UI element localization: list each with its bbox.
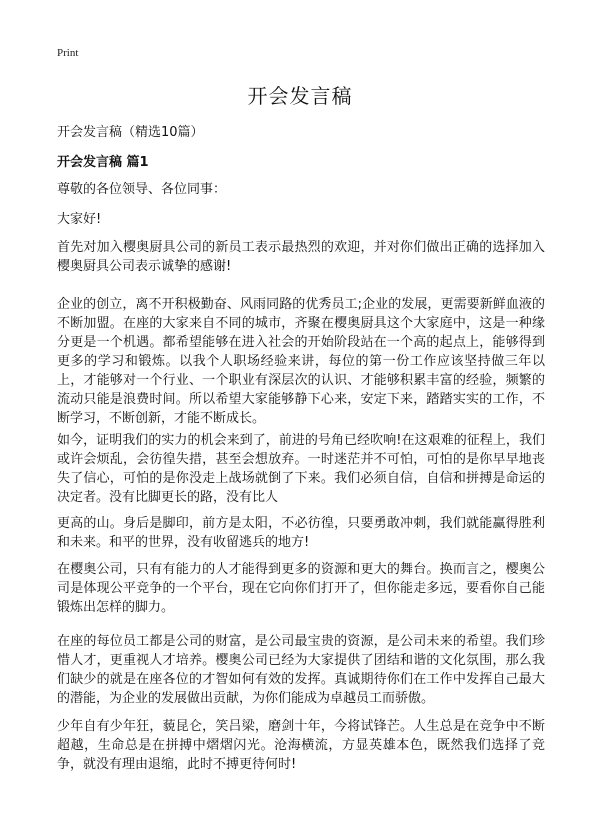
page-title: 开会发言稿 xyxy=(247,84,353,108)
paragraph-courage: 更高的山。身后是脚印，前方是太阳，不必彷徨，只要勇敢冲刺，我们就能赢得胜利和未来。和平的世界，没有收留逃兵的地方! xyxy=(57,516,545,550)
paragraph-company-growth: 企业的创立，离不开积极勤奋、风雨同路的优秀员工;企业的发展，更需要新鲜血液的不断加盟。在座的大家来自不同的城市，齐聚在樱奥厨具这个大家庭中，这是一种缘分更是一个机遇。都希望能够在进入社会的开始阶段站在一个高的起点上，能够得到更多的学习和锻炼。以我个人职场经验来讲，每位的第一份工作应该坚持做三年以上，才能够对一个行业、一个职业有深层次的认识、才能够积累丰富的经验，频繁的流动只能是浪费时间。所以希望大家能够静下心来，安定下来，踏踏实实的工作，不断学习，不断创新，才能不断成长。 xyxy=(57,297,545,426)
paragraph-salutation: 尊敬的各位领导、各位同事： xyxy=(57,182,227,197)
print-link[interactable]: Print xyxy=(57,47,79,59)
document-subtitle: 开会发言稿（精选10篇） xyxy=(57,125,204,140)
section-heading: 开会发言稿 篇1 xyxy=(57,155,149,170)
paragraph-greeting: 大家好! xyxy=(57,212,102,227)
paragraph-opportunity: 如今，证明我们的实力的机会来到了，前进的号角已经吹响!在这艰难的征程上，我们或许会烦乱，会彷徨失措，甚至会想放弃。一时迷茫并不可怕，可怕的是你早早地丧失了信心，可怕的是你没走上战场就倒了下来。我们必须自信，自信和拼搏是命运的决定者。没有比脚更长的路，没有比人 xyxy=(57,433,545,505)
paragraph-youth: 少年自有少年狂，藐昆仑，笑吕梁，磨剑十年，今将试锋芒。人生总是在竞争中不断超越，生命总是在拼搏中熠熠闪光。沧海横流，方显英雄本色，既然我们选择了竞争，就没有理由退缩，此时不搏更待何时! xyxy=(57,719,545,772)
paragraph-talent: 在座的每位员工都是公司的财富，是公司最宝贵的资源，是公司未来的希望。我们珍惜人才，更重视人才培养。樱奥公司已经为大家提供了团结和谐的文化氛围，那么我们缺少的就是在座各位的才智如何有效的发挥。真诚期待你们在工作中发挥自己最大的潜能，为企业的发展做出贡献，为你们能成为卓越员工而骄傲。 xyxy=(57,634,545,706)
paragraph-platform: 在樱奥公司，只有有能力的人才能得到更多的资源和更大的舞台。换而言之，樱奥公司是体现公平竞争的一个平台，现在它向你们打开了，但你能走多远，要看你自己能锻炼出怎样的脚力。 xyxy=(57,562,545,615)
paragraph-welcome: 首先对加入樱奥厨具公司的新员工表示最热烈的欢迎，并对你们做出正确的选择加入樱奥厨具公司表示诚挚的感谢! xyxy=(57,240,545,274)
